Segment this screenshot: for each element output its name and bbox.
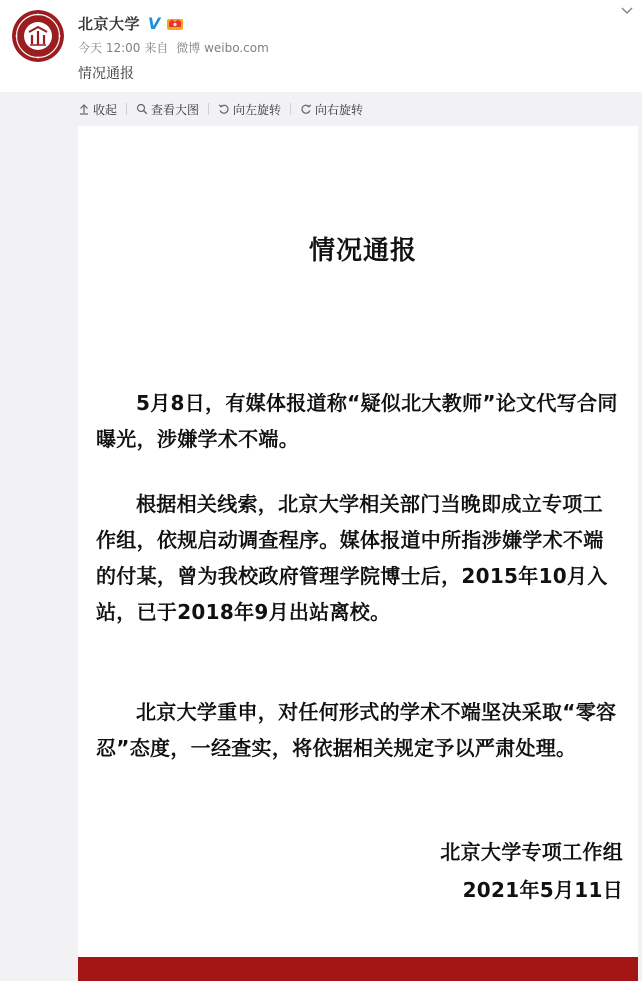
view-large-button[interactable] bbox=[136, 101, 199, 118]
verified-v-icon: V bbox=[147, 13, 161, 33]
toolbar-divider bbox=[290, 103, 291, 115]
document-title: 情况通报 bbox=[308, 236, 417, 266]
post-source[interactable]: 微博 weibo.com bbox=[176, 41, 269, 55]
rotate-right-button[interactable] bbox=[300, 101, 363, 118]
source-prefix: 来自 bbox=[144, 41, 169, 55]
post-header bbox=[0, 0, 642, 92]
post-meta bbox=[78, 39, 273, 56]
author-name[interactable]: 北京大学 bbox=[78, 14, 141, 33]
document-paragraph: 北京大学重申，对任何形式的学术不端坚决采取“零容忍”态度，一经查实，将依据相关规定予以严肃处理。 bbox=[96, 700, 617, 760]
rotate-left-button[interactable] bbox=[218, 101, 281, 118]
document-signature: 北京大学专项工作组 bbox=[440, 840, 623, 864]
image-toolbar bbox=[78, 92, 363, 126]
rotate-right-icon bbox=[300, 103, 312, 115]
document-date: 2021年5月11日 bbox=[462, 878, 623, 902]
toolbar-divider bbox=[126, 103, 127, 115]
magnifier-icon bbox=[136, 103, 148, 115]
collapse-arrow-icon bbox=[78, 103, 90, 115]
notice-document-image[interactable] bbox=[78, 126, 638, 981]
view-large-label: 查看大图 bbox=[151, 102, 200, 117]
document-paragraph: 5月8日，有媒体报道称“疑似北大教师”论文代写合同曝光，涉嫌学术不端。 bbox=[96, 391, 618, 451]
peking-university-seal-icon[interactable] bbox=[12, 10, 64, 62]
rotate-left-icon bbox=[218, 103, 230, 115]
collapse-label: 收起 bbox=[93, 102, 118, 117]
red-footer-band bbox=[78, 957, 638, 981]
post-text: 情况通报 bbox=[78, 66, 134, 82]
document-paragraph: 根据相关线索，北京大学相关部门当晚即成立专项工作组，依规启动调查程序。媒体报道中所指涉嫌学术不端的付某，曾为我校政府管理学院博士后，2015年10月入站，已于2018年9月出站离校。 bbox=[96, 492, 608, 624]
toolbar-divider bbox=[208, 103, 209, 115]
collapse-button[interactable] bbox=[78, 101, 117, 118]
rotate-left-label: 向左旋转 bbox=[233, 102, 282, 117]
author-line bbox=[78, 12, 184, 34]
rotate-right-label: 向右旋转 bbox=[315, 102, 364, 117]
media-area bbox=[0, 92, 642, 981]
vip-crown-icon[interactable] bbox=[166, 15, 184, 31]
chevron-down-icon[interactable] bbox=[620, 6, 634, 16]
post-time[interactable]: 今天 12:00 bbox=[78, 41, 141, 55]
